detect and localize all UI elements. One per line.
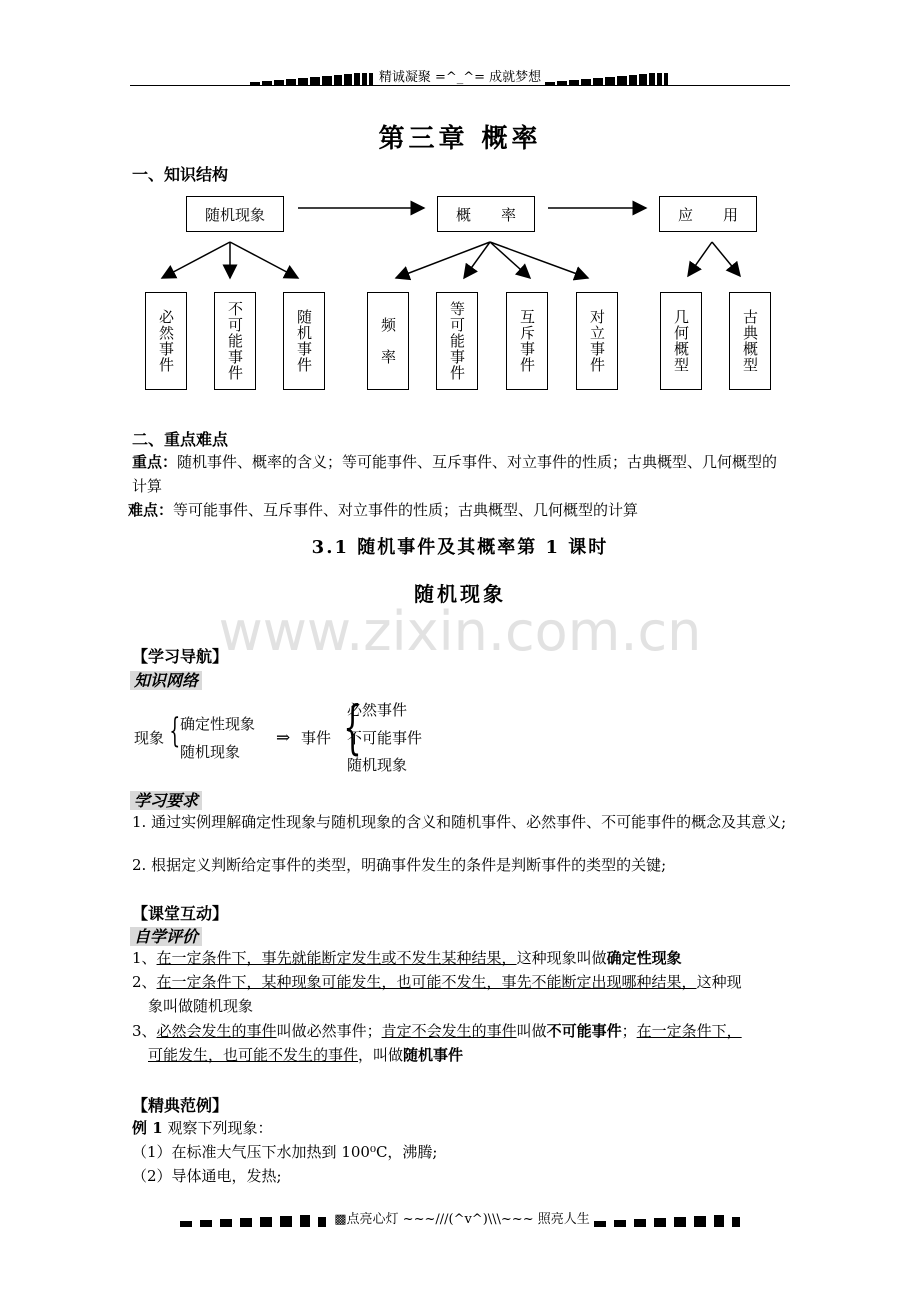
- net-deterministic: 确定性现象: [180, 715, 256, 733]
- diagram-node-impossible-event: 不可能事件: [214, 292, 256, 390]
- footer-decor-right-icon: [594, 1212, 740, 1227]
- lesson-title: 3.1 随机事件及其概率第 1 课时: [311, 537, 609, 558]
- section-heading-structure: 一、知识结构: [132, 165, 229, 184]
- diagram-node-geometric-model: 几何概型: [660, 292, 702, 390]
- example-1-item-2: （2）导体通电，发热;: [132, 1167, 282, 1185]
- net-certain-event: 必然事件: [347, 701, 408, 719]
- diagram-node-frequency: 频 率: [367, 292, 409, 390]
- examples-tag: 【精典范例】: [132, 1096, 229, 1115]
- diagram-node-application: 应 用: [659, 196, 757, 232]
- requirement-2: 2. 根据定义判断给定事件的类型，明确事件发生的条件是判断事件的类型的关键;: [132, 856, 667, 874]
- lesson-subtitle: 随机现象: [414, 582, 506, 606]
- requirement-1: 1. 通过实例理解确定性现象与随机现象的含义和随机事件、必然事件、不可能事件的概念及其意义;: [132, 813, 787, 831]
- footer-decor-left-icon: [180, 1212, 330, 1227]
- self-study-item-2-cont: 象叫做随机现象: [148, 997, 254, 1015]
- diagram-node-equally-likely: 等可能事件: [436, 292, 478, 390]
- page-header: [130, 66, 790, 85]
- net-random-item: 随机现象: [347, 756, 408, 774]
- self-study-item-3: 3、必然会发生的事件叫做必然事件；肯定不会发生的事件叫做不可能事件；在一定条件下，: [132, 1022, 742, 1040]
- learning-requirements-label: 学习要求: [130, 788, 202, 811]
- chapter-title: 第三章 概率: [378, 124, 542, 154]
- decor-bars-left-icon: [250, 70, 375, 85]
- key-points-paragraph: [132, 450, 792, 498]
- net-event: 事件: [301, 729, 332, 747]
- watermark: www.zixin.com.cn: [218, 600, 702, 663]
- diagram-node-mutually-exclusive: 互斥事件: [506, 292, 548, 390]
- diagram-node-random-event: 随机事件: [283, 292, 325, 390]
- net-phenomenon: 现象: [134, 729, 165, 747]
- key-label: 重点：: [132, 453, 178, 471]
- example-1-heading: 例 1 观察下列现象：: [132, 1119, 273, 1137]
- self-study-label: 自学评价: [130, 924, 202, 947]
- net-implies-arrow-icon: ⇒: [276, 728, 291, 748]
- net-random-phenomenon: 随机现象: [180, 743, 241, 761]
- self-study-item-3-cont: 可能发生，也可能不发生的事件，叫做随机事件: [148, 1046, 464, 1064]
- diagram-node-probability: 概 率: [437, 196, 535, 232]
- self-study-item-1: 1、在一定条件下，事先就能断定发生或不发生某种结果，这种现象叫做确定性现象: [132, 949, 682, 967]
- net-right-brace-icon: {: [343, 693, 362, 761]
- classroom-tag: 【课堂互动】: [132, 904, 229, 923]
- study-guide-tag: 【学习导航】: [132, 647, 229, 666]
- page-footer: [150, 1208, 770, 1227]
- key-text: 随机事件、概率的含义；等可能事件、互斥事件、对立事件的性质；古典概型、几何概型的计算: [132, 453, 778, 495]
- example-1-item-1: （1）在标准大气压下水加热到 100⁰C，沸腾;: [132, 1143, 438, 1161]
- header-rule: [130, 85, 790, 86]
- difficulty-text: 等可能事件、互斥事件、对立事件的性质；古典概型、几何概型的计算: [173, 501, 639, 519]
- footer-text: ▩点亮心灯 ~~~///(^v^)\\\~~~ 照亮人生: [334, 1212, 590, 1227]
- decor-bars-right-icon: [545, 70, 670, 85]
- diagram-node-certain-event: 必然事件: [145, 292, 187, 390]
- header-text: 精诚凝聚 =^_^= 成就梦想: [378, 70, 542, 85]
- net-left-brace-icon: {: [169, 711, 181, 751]
- difficulty-label: 难点：: [128, 501, 174, 519]
- self-study-item-2: 2、在一定条件下，某种现象可能发生，也可能不发生，事先不能断定出现哪种结果，这种现: [132, 973, 742, 991]
- difficulty-paragraph: [128, 498, 792, 522]
- knowledge-network-label: 知识网络: [130, 668, 202, 691]
- diagram-node-random-phenomenon: 随机现象: [186, 196, 284, 232]
- diagram-node-classical-model: 古典概型: [729, 292, 771, 390]
- section-heading-key-points: 二、重点难点: [132, 430, 229, 449]
- net-impossible-event: 不可能事件: [347, 729, 423, 747]
- diagram-node-complementary: 对立事件: [576, 292, 618, 390]
